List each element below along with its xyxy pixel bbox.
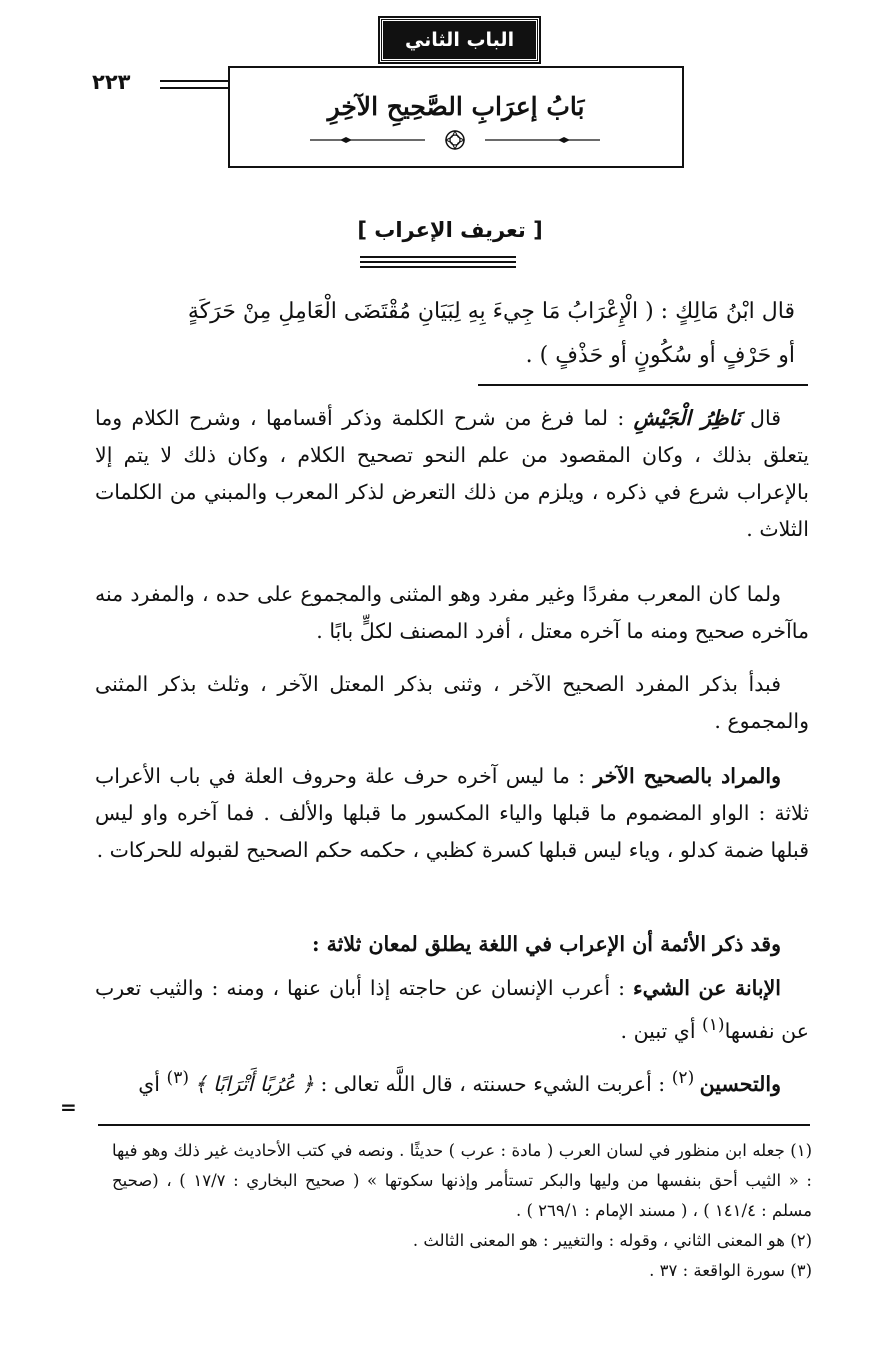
title-ornament [300, 130, 610, 150]
footnote-3: (٣) سورة الواقعة : ٣٧ . [649, 1261, 812, 1280]
matn-text [95, 290, 795, 378]
footnotes [112, 1136, 812, 1286]
frame-rule-left [160, 80, 230, 89]
matn-line-1: قال ابْنُ مَالِكٍ : ( الْإِعْرَابُ مَا جِيءَ بِهِ لِبَيَانِ مُقْتَضَى الْعَامِلِ مِنْ حَرَكَةٍ [187, 299, 795, 324]
footnote-divider [98, 1124, 810, 1126]
chapter-label: الباب الثاني [404, 29, 515, 51]
heading-triple-rule [360, 256, 516, 271]
page-number: ٢٢٣ [92, 70, 131, 94]
footnote-1: (١) جعله ابن منظور في لسان العرب ( مادة : عرب ) حديثًا . ونصه في كتب الأحاديث غير ذلك وهو فيها : « الثيب أحق بنفسها من وليها والبكر تستأمر وإذنها سكوتها » ( صحيح البخاري : ١٧/٧ ) ، (صحيح مسلم : ١٤١/٤ ) ، ( مسند الإمام : ٢٦٩/١ ) . [112, 1141, 812, 1220]
chapter-title: بَابُ إعرَابِ الصَّحِيحِ الآخِرِ [327, 92, 585, 121]
matn-line-2: أو حَرْفٍ أو سُكُونٍ أو حَذْفٍ ) . [525, 343, 795, 368]
ornament-icon [300, 130, 610, 150]
sharh-paragraph-6: الإبانة عن الشيء : أعرب الإنسان عن حاجته إذا أبان عنها ، ومنه : والثيب تعرب عن نفسها$^{(١)}$ أي تبين . [95, 976, 809, 1043]
matn-divider [478, 384, 808, 386]
term-ibana: الإبانة عن الشيء [632, 976, 782, 1000]
section-heading: [ تعريف الإعراب ] [357, 218, 543, 242]
sharh-paragraph-2: ولما كان المعرب مفردًا وغير مفرد وهو المثنى والمجموع على حده ، والمفرد منه ماآخره صحيح ومنه ما آخره معتل ، أفرد المصنف لكلٍّ بابًا . [95, 582, 809, 643]
sharh-paragraph-4: والمراد بالصحيح الآخر : ما ليس آخره حرف علة وحروف العلة في باب الأعراب ثلاثة : الواو المضموم ما قبلها والياء المكسور ما قبلها والألف . فما آخره واو ليس قبلها ضمة كدلو ، وياء ليس قبلها كسرة كظبي ، حكمه حكم الصحيح لقبوله للحركات . [95, 764, 809, 862]
quran-quote: ﴿ عُرُبًا أَتْرَابًا ﴾ [194, 1071, 314, 1096]
sharh-paragraph-3: فبدأ بذكر المفرد الصحيح الآخر ، وثنى بذكر المعتل الآخر ، وثلث بذكر المثنى والمجموع . [95, 672, 809, 733]
chapter-label-tab [380, 18, 539, 62]
sharh-paragraph-5: وقد ذكر الأئمة أن الإعراب في اللغة يطلق لمعان ثلاثة : [311, 932, 781, 956]
author-name: نَاظِرُ الْجَيْشِ [633, 406, 741, 430]
sharh-paragraph-7: والتحسين $^{(٢)}$ : أعربت الشيء حسنته ، قال اللَّه تعالى : ﴿ عُرُبًا أَتْرَابًا ﴾ $^{(٣)}$ أي [138, 1068, 781, 1096]
sharh-paragraph-1: قال نَاظِرُ الْجَيْشِ : لما فرغ من شرح الكلمة وذكر أقسامها ، وشرح الكلام وما يتعلق بذلك ، وكان المقصود من علم النحو تصحيح الكلام ، وكان ذلك لا يتم إلا بالإعراب شرع في ذكره ، ويلزم من ذلك التعرض لذكر المعرب والمبني من الكلمات الثلاث . [95, 406, 809, 541]
continuation-mark: = [60, 1095, 77, 1119]
footnote-ref-2: (٢) [671, 1068, 700, 1088]
term-tahsin: والتحسين [699, 1071, 781, 1096]
footnote-ref-1: (١) [702, 1015, 725, 1035]
footnote-ref-3: (٣) [166, 1068, 195, 1088]
footnote-2: (٢) هو المعنى الثاني ، وقوله : والتغيير : هو المعنى الثالث . [412, 1231, 812, 1250]
term-sahih: والمراد بالصحيح الآخر [593, 764, 781, 788]
